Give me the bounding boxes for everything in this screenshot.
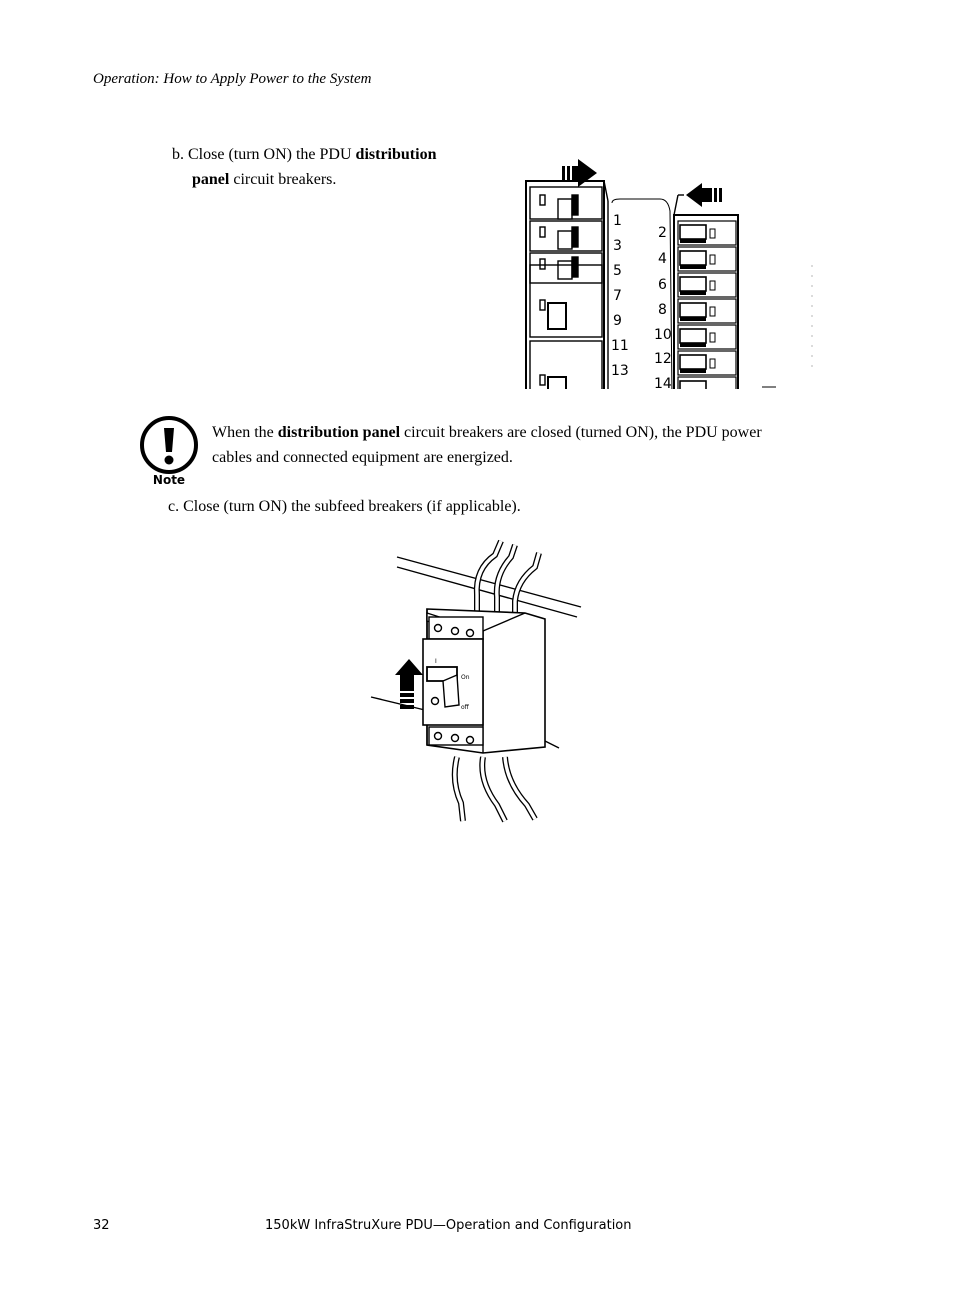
circuit-number: 4 — [658, 251, 667, 267]
circuit-number: 10 — [654, 327, 672, 343]
page-number: 32 — [93, 1218, 110, 1233]
running-header: Operation: How to Apply Power to the System — [93, 71, 372, 87]
step-b-marker: b. — [172, 146, 184, 163]
arrow-left-icon — [686, 183, 722, 207]
note-text-3: power cables and connected equipment are energized. — [212, 424, 762, 466]
arrow-up-icon — [395, 659, 423, 709]
step-b — [172, 142, 472, 192]
subfeed-breaker-figure — [365, 535, 590, 825]
note-text-1: When the — [212, 424, 274, 441]
switch-label-on: On — [461, 674, 470, 681]
note-text-2: circuit breakers are closed (turned ON), the PDU — [404, 424, 718, 441]
circuit-number: 8 — [658, 302, 667, 318]
circuit-number: 12 — [654, 351, 672, 367]
switch-label-off: off — [461, 704, 469, 711]
circuit-number: 5 — [613, 263, 622, 279]
circuit-number: 6 — [658, 277, 667, 293]
step-b-text-after: circuit breakers. — [233, 171, 337, 188]
step-b-bold-1: distribution — [355, 146, 437, 163]
arrow-right-icon — [562, 159, 597, 187]
step-b-text-before: Close (turn ON) the PDU — [188, 146, 352, 163]
step-c-marker: c. — [168, 498, 180, 515]
circuit-number: 3 — [613, 238, 622, 254]
circuit-number: 1 — [613, 213, 622, 229]
circuit-number: 2 — [658, 225, 667, 241]
step-c-text: Close (turn ON) the subfeed breakers (if applicable). — [183, 498, 521, 515]
circuit-number: 7 — [613, 288, 622, 304]
note-text — [212, 420, 792, 470]
note-label: Note — [152, 473, 186, 487]
distribution-panel-figure — [520, 155, 820, 391]
circuit-number: 9 — [613, 313, 622, 329]
step-b-bold-2: panel — [192, 171, 230, 188]
circuit-number: 11 — [611, 338, 629, 354]
circuit-number: 13 — [611, 363, 629, 379]
circuit-number: 14 — [654, 376, 672, 391]
footer-doc-title: 150kW InfraStruXure PDU—Operation and Configuration — [265, 1218, 632, 1233]
note-bold: distribution panel — [277, 424, 401, 441]
note-exclamation-icon — [138, 416, 200, 488]
step-c — [168, 498, 521, 516]
switch-label-i: I — [435, 658, 437, 665]
